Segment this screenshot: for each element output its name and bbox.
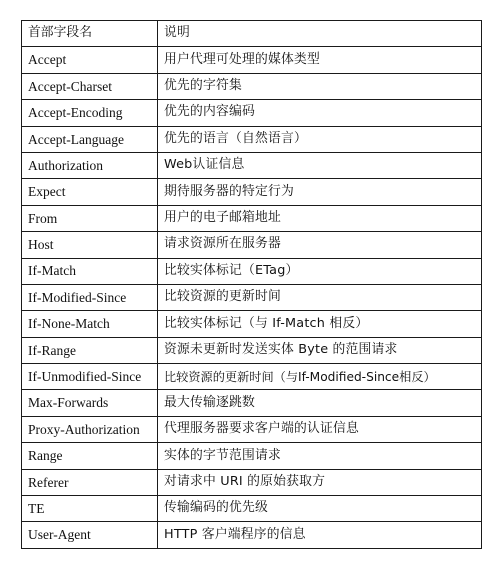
request-header-table-container [21, 20, 481, 549]
table-row [22, 152, 482, 178]
header-field-name-cell: Authorization [22, 152, 158, 178]
table-row [22, 364, 482, 390]
header-description-cell: 比较资源的更新时间（与If-Modified-Since相反） [158, 364, 482, 390]
table-row [22, 232, 482, 258]
table-row [22, 47, 482, 73]
header-description-cell: 期待服务器的特定行为 [158, 179, 482, 205]
header-description-cell: 传输编码的优先级 [158, 496, 482, 522]
header-description-cell: 资源未更新时发送实体 Byte 的范围请求 [158, 337, 482, 363]
header-field-name-cell: Max-Forwards [22, 390, 158, 416]
header-description-cell: 请求资源所在服务器 [158, 232, 482, 258]
table-row [22, 205, 482, 231]
column-header-description: 说明 [158, 21, 482, 47]
header-description-cell: 比较实体标记（与 If-Match 相反） [158, 311, 482, 337]
table-row [22, 443, 482, 469]
header-description-cell: 对请求中 URI 的原始获取方 [158, 469, 482, 495]
header-field-name-cell: If-Match [22, 258, 158, 284]
table-row [22, 522, 482, 548]
table-row [22, 390, 482, 416]
table-row [22, 284, 482, 310]
table-row [22, 179, 482, 205]
table-body [22, 47, 482, 548]
header-field-name-cell: From [22, 205, 158, 231]
header-field-name-cell: Range [22, 443, 158, 469]
header-field-name-cell: User-Agent [22, 522, 158, 548]
table-row [22, 126, 482, 152]
header-description-cell: 优先的语言（自然语言） [158, 126, 482, 152]
header-description-cell: Web认证信息 [158, 152, 482, 178]
table-row [22, 496, 482, 522]
column-header-field-name: 首部字段名 [22, 21, 158, 47]
header-field-name-cell: Accept-Charset [22, 73, 158, 99]
table-row [22, 416, 482, 442]
header-description-cell: 比较实体标记（ETag） [158, 258, 482, 284]
header-field-name-cell: Accept-Language [22, 126, 158, 152]
request-header-table [21, 20, 482, 549]
header-field-name-cell: If-Range [22, 337, 158, 363]
header-field-name-cell: Accept-Encoding [22, 100, 158, 126]
table-row [22, 311, 482, 337]
header-field-name-cell: Proxy-Authorization [22, 416, 158, 442]
header-description-cell: 优先的内容编码 [158, 100, 482, 126]
header-description-cell: 代理服务器要求客户端的认证信息 [158, 416, 482, 442]
header-field-name-cell: Referer [22, 469, 158, 495]
header-field-name-cell: If-Modified-Since [22, 284, 158, 310]
header-field-name-cell: If-None-Match [22, 311, 158, 337]
header-description-cell: 用户的电子邮箱地址 [158, 205, 482, 231]
header-description-cell: 实体的字节范围请求 [158, 443, 482, 469]
table-row [22, 337, 482, 363]
header-field-name-cell: Host [22, 232, 158, 258]
header-field-name-cell: Expect [22, 179, 158, 205]
table-row [22, 469, 482, 495]
header-description-cell: HTTP 客户端程序的信息 [158, 522, 482, 548]
table-row [22, 73, 482, 99]
header-description-cell: 比较资源的更新时间 [158, 284, 482, 310]
header-field-name-cell: TE [22, 496, 158, 522]
header-description-cell: 用户代理可处理的媒体类型 [158, 47, 482, 73]
header-field-name-cell: If-Unmodified-Since [22, 364, 158, 390]
table-header-row [22, 21, 482, 47]
header-description-cell: 最大传输逐跳数 [158, 390, 482, 416]
header-field-name-cell: Accept [22, 47, 158, 73]
table-row [22, 258, 482, 284]
header-description-cell: 优先的字符集 [158, 73, 482, 99]
table-row [22, 100, 482, 126]
